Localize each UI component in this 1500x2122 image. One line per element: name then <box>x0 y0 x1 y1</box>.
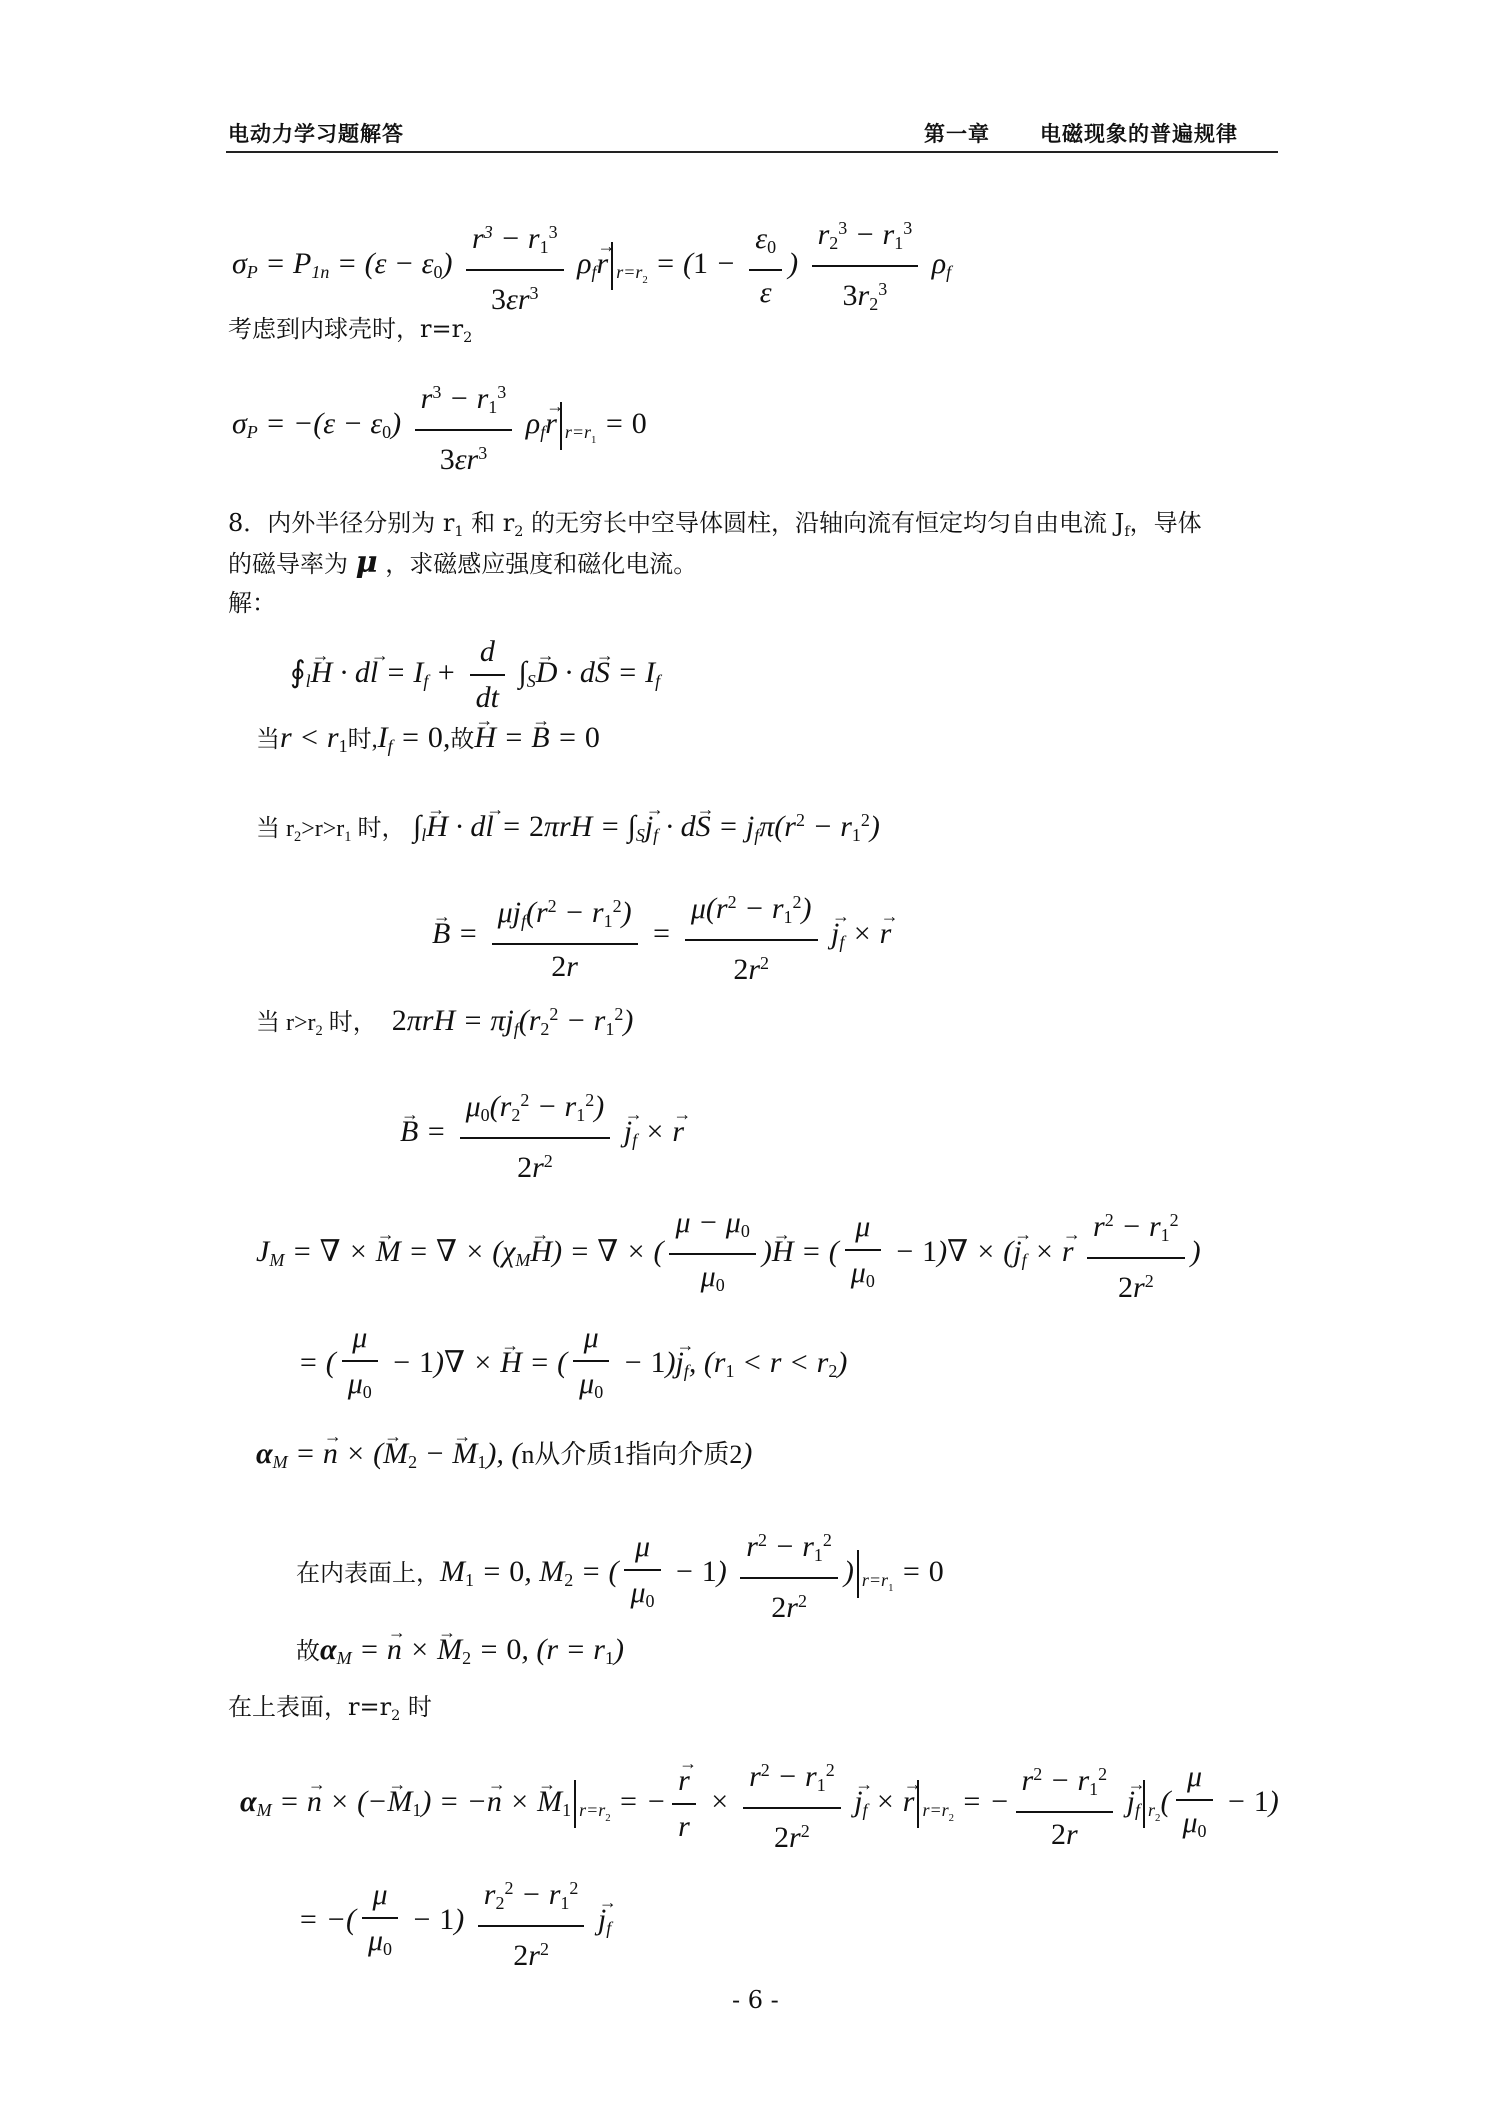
text-consider-inner-shell: 考虑到内球壳时，$r=r_2$ <box>228 315 473 346</box>
equation-b-between: → B = $\frac{\mu j_f(r^2 - r_1^2)}{2r}$ = $\frac{\mu(r^2 - r_1^2)}{2r^2}$ → $j_f$ × → r <box>432 882 891 990</box>
equation-jm-continued: = ( $\frac{\mu}{\mu_0}$ − 1)∇ × → H = ( $\frac{\mu}{\mu_0}$ − $1)\to j_f$, $(r_1 < r < r_2)$ <box>298 1318 847 1412</box>
header-left-title: 电动力学习题解答 <box>228 122 404 146</box>
problem-8-line-2: 的磁导率为 μ ，求磁感应强度和磁化电流。 <box>228 545 698 580</box>
header-chapter: 第一章 <box>924 122 990 146</box>
page-number: - 6 - <box>732 1986 779 2014</box>
equation-b-outside: → B = $\frac{\mu_0(r_2^2 - r_1^2)}{2r^2}$ → $j_f$ × → r <box>400 1080 684 1188</box>
equation-jm: $J_M$ = ∇ × → M = ∇ × $(\chi_M\to H)$ = ∇ × ( $\frac{\mu - \mu_0}{\mu_0}$ )→ H = ( $\frac{\mu}{\mu_0}$ − 1)∇ × (→ $j_f$ × → r $\frac{r^2 - r_1^2}{2r^2}$ ) <box>256 1200 1201 1308</box>
equation-ampere-law: $∮_l\to H \cdot d\to l = I_f$ + $\frac{d}{dt}$ $\int_S\to D \cdot d\to S = I_f$ <box>290 632 660 718</box>
header-chapter-title: 电磁现象的普遍规律 <box>1040 122 1238 146</box>
text-upper-surface: 在上表面，$r=r_2$ 时 <box>228 1693 432 1724</box>
header-rule <box>226 151 1278 153</box>
problem-8-line-1: 8．内外半径分别为 $r_1$ 和 $r_2$ 的无穷长中空导体圆柱，沿轴向流有恒定均匀自由电流 $J_f$，导体 <box>228 509 1202 540</box>
solution-label: 解： <box>228 589 276 617</box>
equation-alpha-m-final: = −( $\frac{\mu}{\mu_0}$ − 1) $\frac{r_2^2 - r_1^2}{2r^2}$ → $j_f$ <box>298 1868 611 1976</box>
equation-alpha-m-inner: 故$\alpha_M$ = → n × → $M_2 = 0$, $(r = r_1)$ <box>296 1630 624 1678</box>
inner-surface-magnetization: 在内表面上，$M_1 = 0$, $M_2$ = ( $\frac{\mu}{\mu_0}$ − 1) $\frac{r^2 - r_1^2}{2r^2}$ ) $_{r=r_1}$ = 0 <box>296 1520 944 1628</box>
case-r-less-r1: 当$r < r_1$时$,I_f = 0$,故→ H = → B = 0 <box>256 718 600 766</box>
equation-sigma-p-inner: $\sigma_P = -(\varepsilon - \varepsilon_0)$ $\frac{r^3 - r_1^3}{3\varepsilon r^3}$ $\rho_f\to r$ $_{r=r_1}$ = 0 <box>232 372 647 480</box>
equation-alpha-m: $\alpha_M$ = → n × (→ $M_2$ − → $M_1$), (n从介质1指向介质2) <box>256 1434 752 1482</box>
case-r-greater-r2: 当 $r>r_2$ 时， $2\pi rH = \pi j_f(r_2^2 - r_1^2)$ <box>256 1004 634 1039</box>
equation-sigma-p-outer: $\sigma_P = P_{1n} = (\varepsilon - \varepsilon_0)$ $\frac{r^3 - r_1^3}{3\varepsilon r^3}$ $\rho_f\to r$ $_{r=r_2}$ = (1 − $\frac{\varepsilon_0}{\varepsilon}$ ) $\frac{r_2^3 - r_1^3}{3r_2^3}$ $\rho_f$ <box>232 208 951 324</box>
equation-alpha-m-outer: $\alpha_M$ = → n × (−→ $M_1$) = −→ n × → $M_1$ $_{r=r_2}$ = − → $\frac{r}{r}$ × $\frac{r^2 - r_1^2}{2r^2}$ → $j_f$ × → r $_{r=r_2}$ = − $\frac{r^2 - r_1^2}{2r}$ → $j_f$ $_{r_2}$( $\frac{\mu}{\mu_0}$ − 1) <box>240 1750 1279 1858</box>
case-r-between: 当 $r_2>r>r_1$ 时， $\int_l\to H \cdot d\to l = 2\pi rH = \int_S\to j_f \cdot d\to S = j_f\pi(r^2 - r_1^2)$ <box>256 800 880 857</box>
